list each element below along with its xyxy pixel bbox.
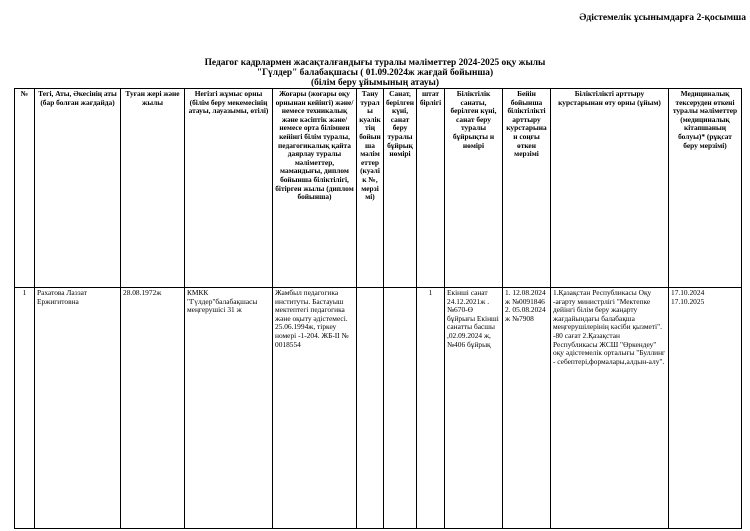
appendix-note: Әдістемелік ұсынымдарға 2-қосымша [579, 12, 746, 23]
cell-number: 1 [15, 288, 35, 529]
cell-courses-date: 1. 12.08.2024 ж №0091846 2. 05.08.2024 ж №7908 [503, 288, 551, 529]
staff-table [14, 88, 742, 529]
cell-medical: 17.10.2024 17.10.2025 [669, 288, 742, 529]
organization-caption: (білім беру ұйымының атауы) [311, 78, 439, 88]
header-staff-unit: штат бірлігі [417, 89, 445, 288]
header-birth: Туған жері және жылы [121, 89, 185, 288]
header-number: № [15, 89, 35, 288]
table-header-row [15, 89, 742, 288]
cell-category [384, 288, 417, 529]
header-education: Жоғары (жоғары оқу орнынан кейінгі) және/немесе техникалық және кәсіптік және/немесе орта білімнен кейінгі білім туралы, педагогикалық қайта даярлау туралы мәліметтер, мамандығы, диплом бойынша біліктілігі, бітірген жылы (диплом бойынша) [273, 89, 357, 288]
header-category: Санат, берілген күні, санат беру туралы бұйрық нөмірі [384, 89, 417, 288]
document-title: Педагог кадрлармен жасақталғандығы туралы мәліметтер 2024-2025 оқу жылы [204, 58, 546, 68]
document-subtitle: "Гүлдер" балабақшасы ( 01.09.2024ж жағдай бойынша) [256, 68, 494, 78]
cell-staff-unit: 1 [417, 288, 445, 529]
cell-recognition [357, 288, 384, 529]
header-workplace: Негізгі жұмыс орны (білім беру мекемесінің атауы, лауазымы, өтілі) [185, 89, 273, 288]
table-row [15, 288, 742, 529]
cell-courses-place: 1.Қазақстан Республикасы Оқу -ағарту министрлігі "Мектепке дейінгі білім беру жаңарту жағдайындағы балабақша меңгерушілерінің кәсіби қызметі". -80 сағат 2.Қазақстан Республикасы ЖСШ "Өркендеу" оқу әдістемелік орталығы "Буллинг - себептері,формалары,алдын-алу". [551, 288, 669, 529]
header-courses-date: Бейін бойынша біліктілікті арттыру курстарынан соңғы өткен мерзімі [503, 89, 551, 288]
cell-full-name: Рахатова Лаззат Ержигитовна [35, 288, 121, 529]
header-courses-place: Біліктілікті арттыру курстарынан өту орны (ұйым) [551, 89, 669, 288]
header-full-name: Тегі, Аты, Әкесінің аты (бар болған жағдайда) [35, 89, 121, 288]
header-medical: Медициналық тексеруден өткені туралы мәліметтер (медициналық кітапшаның болуы)* (рұқсат беру мерзімі) [669, 89, 742, 288]
cell-birth: 28.08.1972ж [121, 288, 185, 529]
header-recognition: Тану туралы куәліктің бойынша мәліметтер (куәлік №, мерзімі) [357, 89, 384, 288]
header-qualification: Біліктілік санаты, берілген күні, санат беру туралы бұйрықты н нөмірі [445, 89, 503, 288]
cell-education: Жамбыл педагогика институты. Бастауыш мектептегі педагогика және оқыту әдістемесі. 25.06.1994ж, тіркеу номері -1-204. ЖБ-II № 0018554 [273, 288, 357, 529]
cell-workplace: КМКК "Гүлдер"балабақшасы меңгерушісі 31 ж [185, 288, 273, 529]
cell-qualification: Екінші санат 24.12.2021ж . №670-Ө бұйрығы Екінші санатты басшы ,02.09.2024 ж, №406 бұйрық [445, 288, 503, 529]
